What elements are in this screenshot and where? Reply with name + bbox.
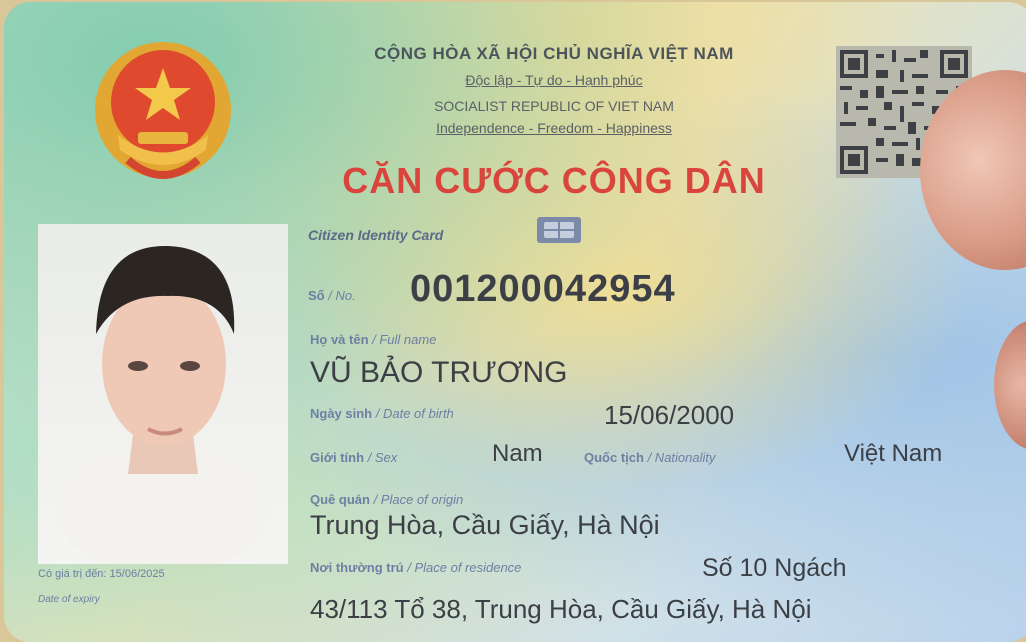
date-of-birth: 15/06/2000 [604,400,735,430]
full-name-label-en: / Full name [372,332,437,347]
card-title-en: Citizen Identity Card [308,227,444,243]
nationality-label [584,450,716,465]
chip-icon [536,216,582,244]
number-label [308,288,356,303]
dob-label-vn: Ngày sinh [310,406,373,421]
person-portrait [38,224,288,564]
residence-label-en: / Place of residence [407,560,522,575]
full-name-label [310,332,436,347]
dob-label [310,406,454,421]
sex-label-vn: Giới tính [310,450,365,465]
country-name-vn: CỘNG HÒA XÃ HỘI CHỦ NGHĨA VIỆT NAM [374,44,734,63]
expiry-label-en: Date of expiry [38,594,100,605]
portrait-photo [38,224,288,564]
id-number: 001200042954 [410,268,676,310]
identity-card [4,2,1026,642]
national-emblem-icon [88,40,238,190]
nationality-label-vn: Quốc tịch [584,450,644,465]
number-label-en: / No. [328,288,356,303]
origin-label [310,492,463,507]
country-name-en: SOCIALIST REPUBLIC OF VIET NAM [434,98,674,114]
card-title: CĂN CƯỚC CÔNG DÂN [342,160,766,201]
nationality-label-en: / Nationality [647,450,716,465]
origin-label-vn: Quê quán [310,492,370,507]
number-label-vn: Số [308,288,325,303]
expiry-value: 15/06/2025 [109,568,165,580]
sex-value: Nam [492,440,543,467]
expiry-label: Có giá trị đến: [38,568,107,580]
residence-line-1: Số 10 Ngách [702,554,847,582]
origin-label-en: / Place of origin [373,492,464,507]
expiry-date [38,568,165,580]
sex-label [310,450,397,465]
place-of-origin: Trung Hòa, Cầu Giấy, Hà Nội [310,510,660,540]
residence-line-2: 43/113 Tổ 38, Trung Hòa, Cầu Giấy, Hà Nội [310,594,812,624]
motto-vn: Độc lập - Tự do - Hạnh phúc [465,72,643,88]
nationality-value: Việt Nam [844,440,943,467]
residence-label-vn: Nơi thường trú [310,560,404,575]
residence-label [310,560,521,575]
dob-label-en: / Date of birth [375,406,454,421]
motto-en: Independence - Freedom - Happiness [436,120,672,136]
full-name-label-vn: Họ và tên [310,332,369,347]
full-name: VŨ BẢO TRƯƠNG [310,356,568,389]
sex-label-en: / Sex [367,450,398,465]
